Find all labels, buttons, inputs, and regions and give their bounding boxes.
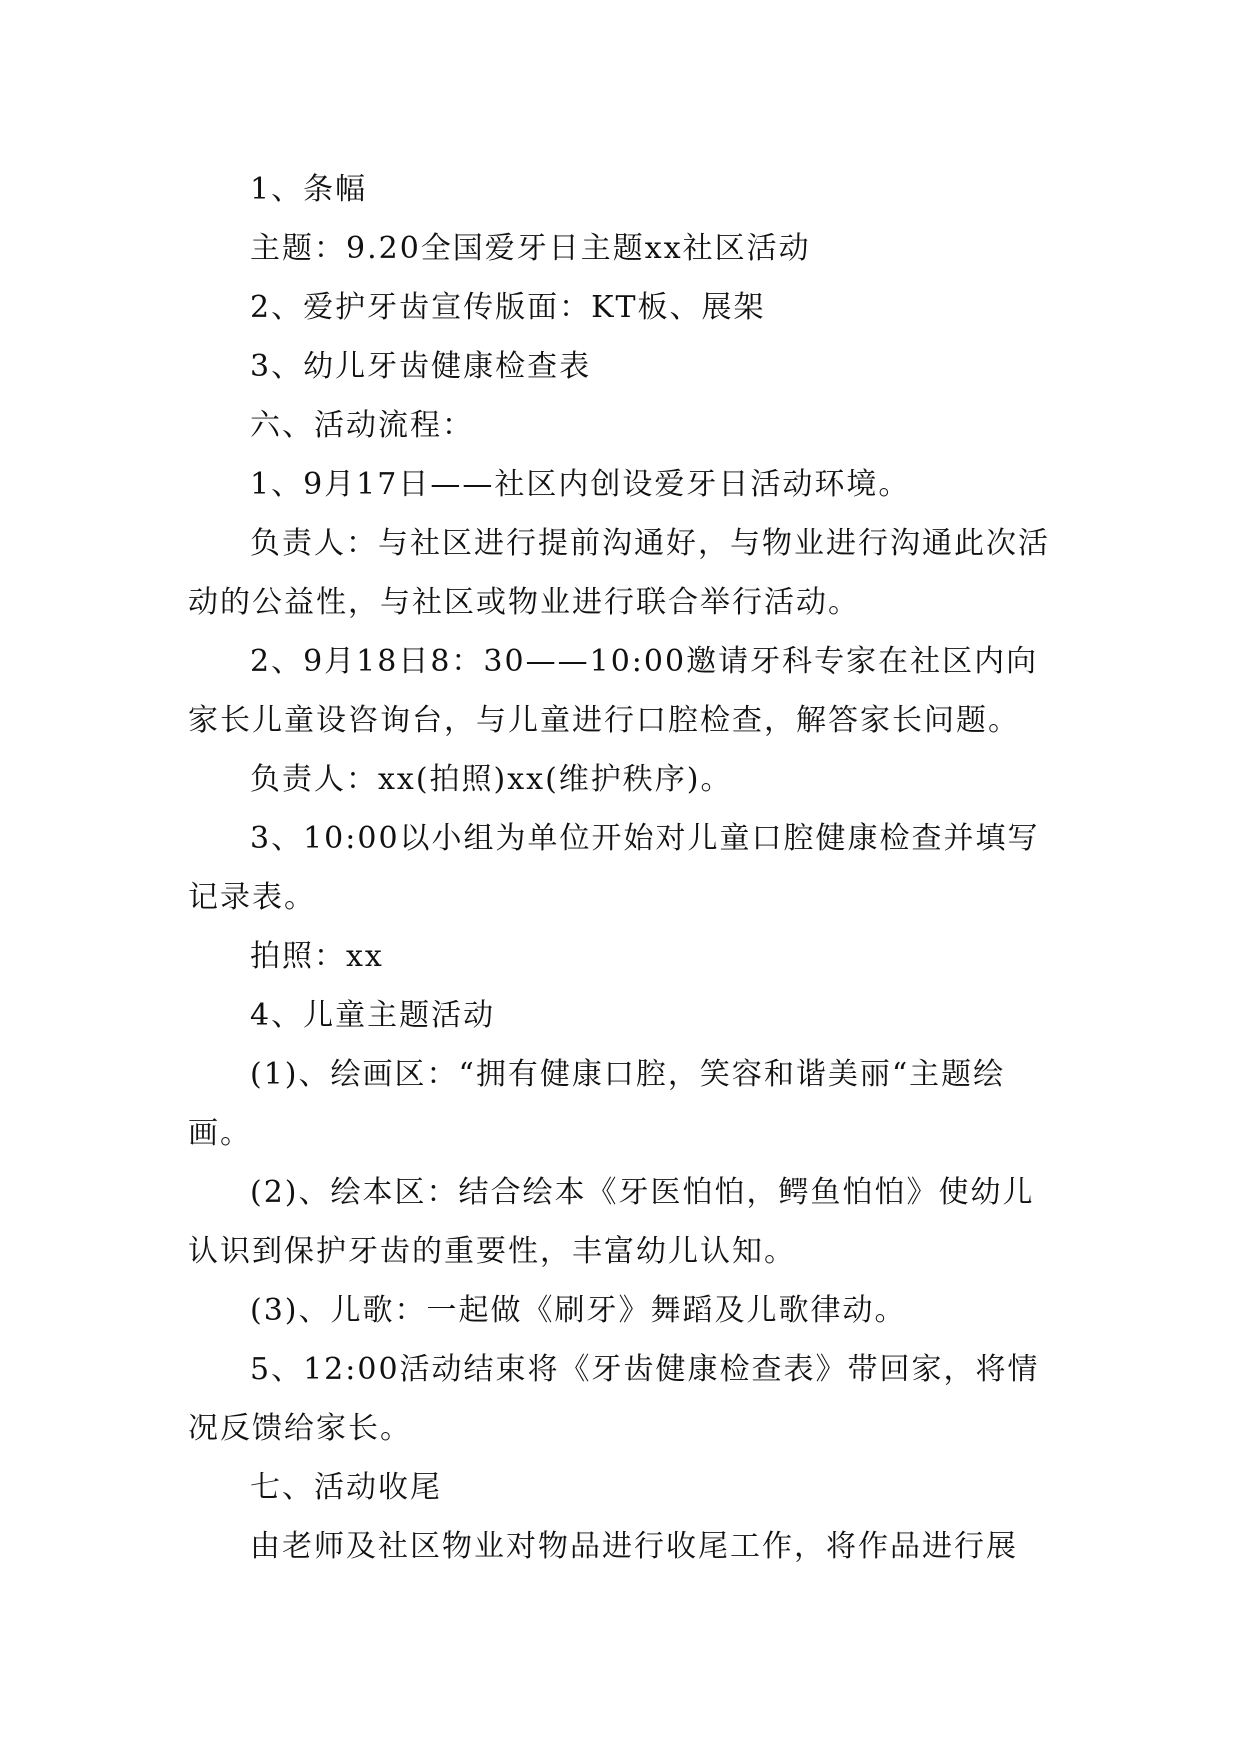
- paragraph-drawing-area: (1)、绘画区：“拥有健康口腔，笑容和谐美丽“主题绘画。: [188, 1057, 1006, 1151]
- paragraph-display-boards: 2、爱护牙齿宣传版面：KT板、展架: [250, 290, 766, 325]
- paragraph-step-2-owner: 负责人：xx(拍照)xx(维护秩序)。: [250, 762, 733, 797]
- paragraph-photo: 拍照：xx: [250, 939, 384, 974]
- paragraph-wrapup-work: 由老师及社区物业对物品进行收尾工作，将作品进行展: [250, 1529, 1018, 1564]
- paragraph-step-5: 5、12:00活动结束将《牙齿健康检查表》带回家，将情况反馈给家长。: [188, 1352, 1040, 1446]
- paragraph-health-form: 3、幼儿牙齿健康检查表: [250, 349, 592, 384]
- section-heading-activity-process: 六、活动流程：: [250, 408, 474, 443]
- paragraph-step-3: 3、10:00以小组为单位开始对儿童口腔健康检查并填写记录表。: [188, 821, 1040, 915]
- section-heading-activity-wrapup: 七、活动收尾: [250, 1470, 442, 1505]
- paragraph-songs: (3)、儿歌：一起做《刷牙》舞蹈及儿歌律动。: [250, 1293, 907, 1328]
- paragraph-picture-book-area: (2)、绘本区：结合绘本《牙医怕怕，鳄鱼怕怕》使幼儿认识到保护牙齿的重要性，丰富幼儿认知。: [188, 1175, 1035, 1269]
- paragraph-step-2: 2、9月18日8：30——10:00邀请牙科专家在社区内向家长儿童设咨询台，与儿童进行口腔检查，解答家长问题。: [188, 644, 1039, 738]
- paragraph-theme: 主题：9.20全国爱牙日主题xx社区活动: [250, 231, 811, 266]
- paragraph-step-4: 4、儿童主题活动: [250, 998, 496, 1033]
- paragraph-step-1-owner: 负责人：与社区进行提前沟通好，与物业进行沟通此次活动的公益性，与社区或物业进行联合举行活动。: [188, 526, 1050, 620]
- document-body: [188, 160, 1058, 1576]
- paragraph-banner: 1、条幅: [250, 172, 368, 207]
- paragraph-step-1: 1、9月17日——社区内创设爱牙日活动环境。: [250, 467, 911, 502]
